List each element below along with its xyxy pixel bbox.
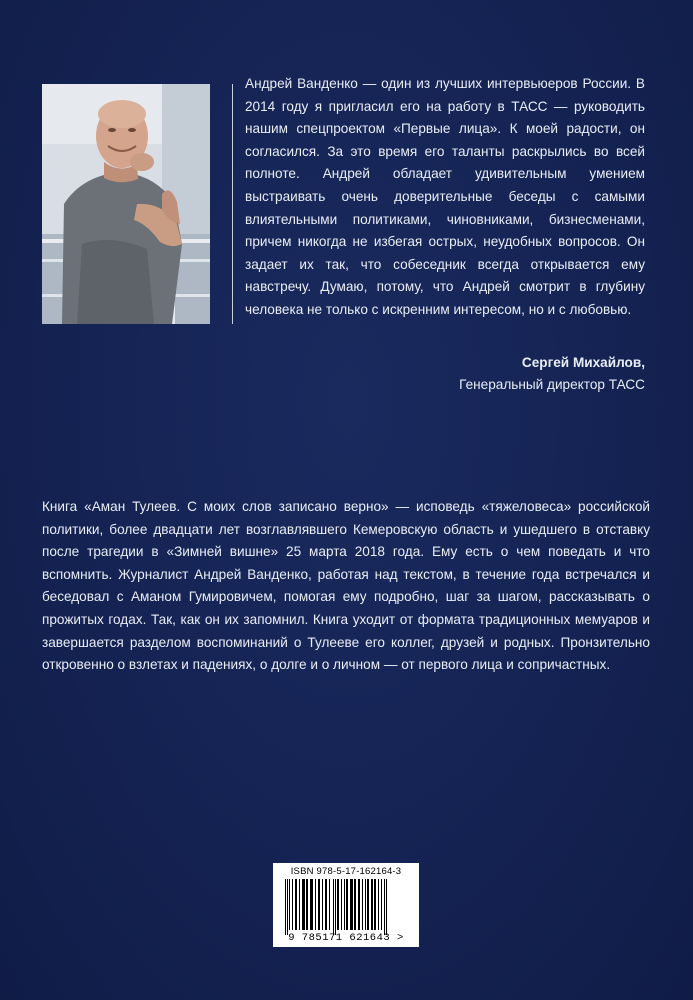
barcode-bar (325, 879, 327, 930)
barcode-bar (346, 879, 348, 930)
barcode-bar (335, 879, 336, 935)
barcode-bar (306, 879, 308, 930)
book-description: Книга «Аман Тулеев. С моих слов записано верно» — исповедь «тяжеловеса» российской политики, более двадцати лет возглавлявшего Кемеровскую область и ушедшего в отставку после трагедии в «Зимней вишне» 25 марта 2018 года. Ему есть о чем поведать и что вспомнить. Журналист Андрей Ванденко, работая над текстом, в течение года встречался и беседовал с Аманом Гумировичем, помогая ему подробно, шаг за шагом, рассказывать о прожитых годах. Так, как он их запомнил. Книга уходит от формата традиционных мемуаров и завершается разделом воспоминаний о Тулееве его коллег, друзей и родных. Пронзительно откровенно о взлетах и падениях, о долге и о личном — от первого лица и сопричастных. (42, 499, 650, 673)
barcode-bar (302, 879, 305, 930)
barcode-bar (329, 879, 330, 930)
barcode-bar (287, 879, 288, 935)
barcode-bar (289, 879, 290, 930)
barcode-bar (354, 879, 356, 930)
barcode-bar (318, 879, 320, 930)
barcode-bar (292, 879, 293, 930)
isbn-label: ISBN 978-5-17-162164-3 (290, 866, 402, 877)
barcode-bar (378, 879, 379, 930)
author-photo (42, 84, 210, 324)
quote-signature (459, 352, 645, 396)
barcode-bar (362, 879, 363, 930)
barcode-bar (315, 879, 316, 930)
barcode-bar (285, 879, 286, 935)
barcode-bar (358, 879, 360, 930)
barcode-bar (381, 879, 382, 930)
barcode-bar (310, 879, 313, 930)
barcode-bar (322, 879, 323, 930)
barcode-bar (350, 879, 353, 930)
barcode-bar (333, 879, 334, 935)
quote-author-name: Сергей Михайлов, (521, 355, 645, 370)
barcode-bar (384, 879, 385, 935)
barcode-bar (367, 879, 369, 930)
quote-author-title: Генеральный директор ТАСС (459, 377, 645, 392)
barcode-bar (337, 879, 339, 930)
barcode-bar (371, 879, 373, 930)
isbn-barcode (273, 863, 419, 947)
barcode-bar (386, 879, 387, 935)
barcode-bar (374, 879, 376, 930)
barcode-bar (299, 879, 300, 930)
barcode-digits: 9 785171 621643 > (288, 932, 404, 944)
vertical-divider (232, 84, 233, 324)
barcode-bar (365, 879, 366, 930)
barcode-bar (344, 879, 345, 930)
barcode-bar (295, 879, 297, 930)
barcode-bar (341, 879, 342, 930)
quote-text: Андрей Ванденко — один из лучших интервьюеров России. В 2014 году я пригласил его на работу в ТАСС — руководить нашим спецпроектом «Первые лица». К моей радости, он согласился. За это время его таланты раскрылись во всей полноте. Андрей обладает удивительным умением выстраивать очень доверительные беседы с самыми влиятельными политиками, чиновниками, бизнесменами, причем никогда не избегая острых, неудобных вопросов. Он задает их так, что собеседник всегда открывается ему навстречу. Думаю, потому, что Андрей смотрит в глубину человека не только с искренним интересом, но и с любовью. (245, 76, 645, 317)
